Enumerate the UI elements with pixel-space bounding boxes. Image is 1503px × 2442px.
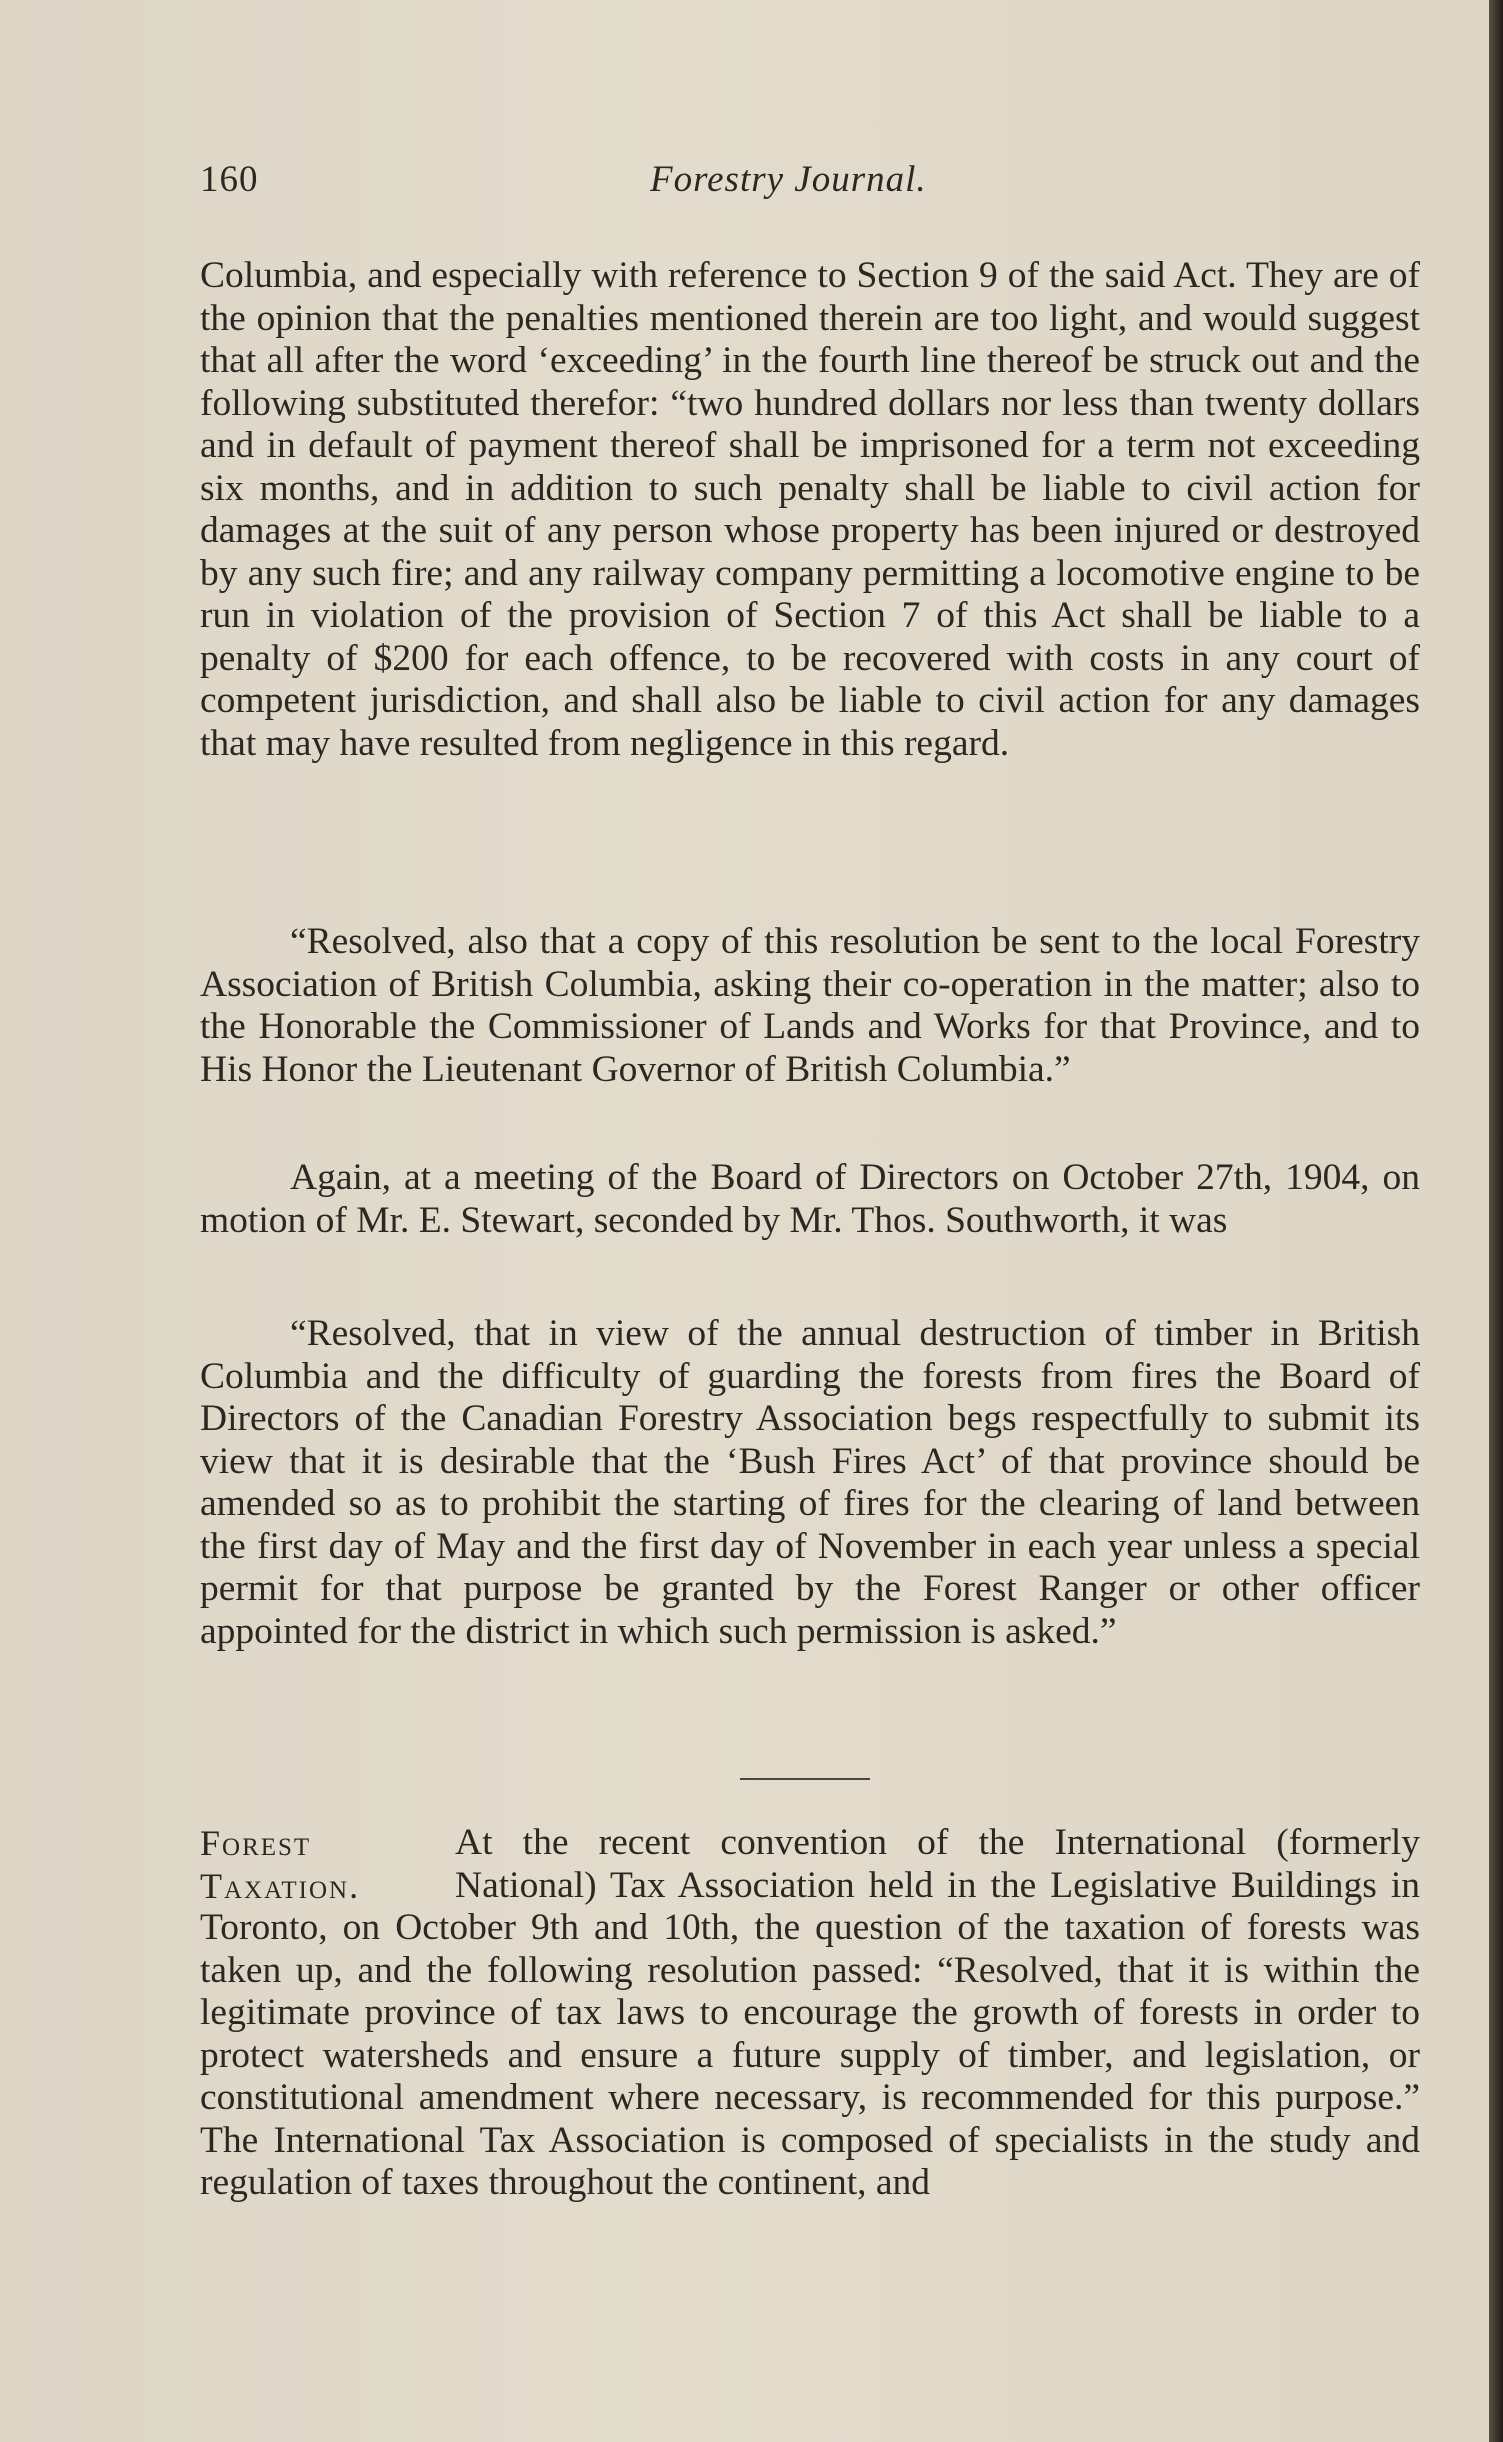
- side-heading-line-1: Forest: [200, 1823, 312, 1863]
- section-text: At the recent convention of the International (formerly National) Tax Association held in the Legislative Buildings in Toronto, on October 9th and 10th, the question of the taxation of forests was taken up, and the following resolution passed: “Resolved, that it is within the legitimate province of tax laws to encourage the growth of forests in order to protect watersheds and ensure a future supply of timber, and legislation, or constitutional amendment where necessary, is recommended for this purpose.” The International Tax Association is composed of specialists in the study and regulation of taxes throughout the continent, and: [200, 1822, 1420, 2203]
- page-edge-shadow: [1489, 0, 1503, 2442]
- running-title: Forestry Journal.: [650, 159, 927, 200]
- section-divider: [740, 1778, 870, 1780]
- paragraph-resolution-bush-fires: “Resolved, that in view of the annual destruction of timber in British Columbia and the difficulty of guarding the forests from fires the Board of Directors of the Canadian Forestry Association begs respectfully to submit its view that it is desirable that the ‘Bush Fires Act’ of that province should be amended so as to prohibit the starting of fires for the clearing of land between the first day of May and the first day of November in each year unless a special permit for that purpose be granted by the Forest Ranger or other officer appointed for the district in which such permission is asked.”: [200, 1313, 1420, 1652]
- side-heading-line-2: Taxation.: [200, 1865, 361, 1906]
- page-header: [200, 158, 1420, 208]
- paragraph-continuation: Columbia, and especially with reference to Section 9 of the said Act. They are of the opinion that the penalties mentioned therein are too light, and would suggest that all after the word ‘exceeding’ in the fourth line thereof be struck out and the following substituted therefor: “two hundred dollars nor less than twenty dollars and in default of payment thereof shall be imprisoned for a term not exceeding six months, and in addition to such penalty shall be liable to civil action for damages at the suit of any person whose property has been injured or destroyed by any such fire; and any railway company permitting a locomotive engine to be run in violation of the provision of Section 7 of this Act shall be liable to a penalty of $200 for each offence, to be recovered with costs in any court of competent jurisdiction, and shall also be liable to civil action for any damages that may have resulted from negligence in this regard.: [200, 255, 1420, 764]
- page-number: 160: [200, 159, 259, 200]
- forest-taxation-section: [200, 1822, 1420, 2205]
- paragraph-board-meeting: Again, at a meeting of the Board of Directors on October 27th, 1904, on motion of Mr. E. Stewart, seconded by Mr. Thos. Southworth, it was: [200, 1157, 1420, 1241]
- side-heading: [200, 1822, 455, 1907]
- paragraph-resolution-copy: “Resolved, also that a copy of this resolution be sent to the local Forestry Association of British Columbia, asking their co-operation in the matter; also to the Honorable the Commissioner of Lands and Works for that Province, and to His Honor the Lieutenant Governor of British Columbia.”: [200, 921, 1420, 1090]
- body-text: [200, 255, 1420, 1683]
